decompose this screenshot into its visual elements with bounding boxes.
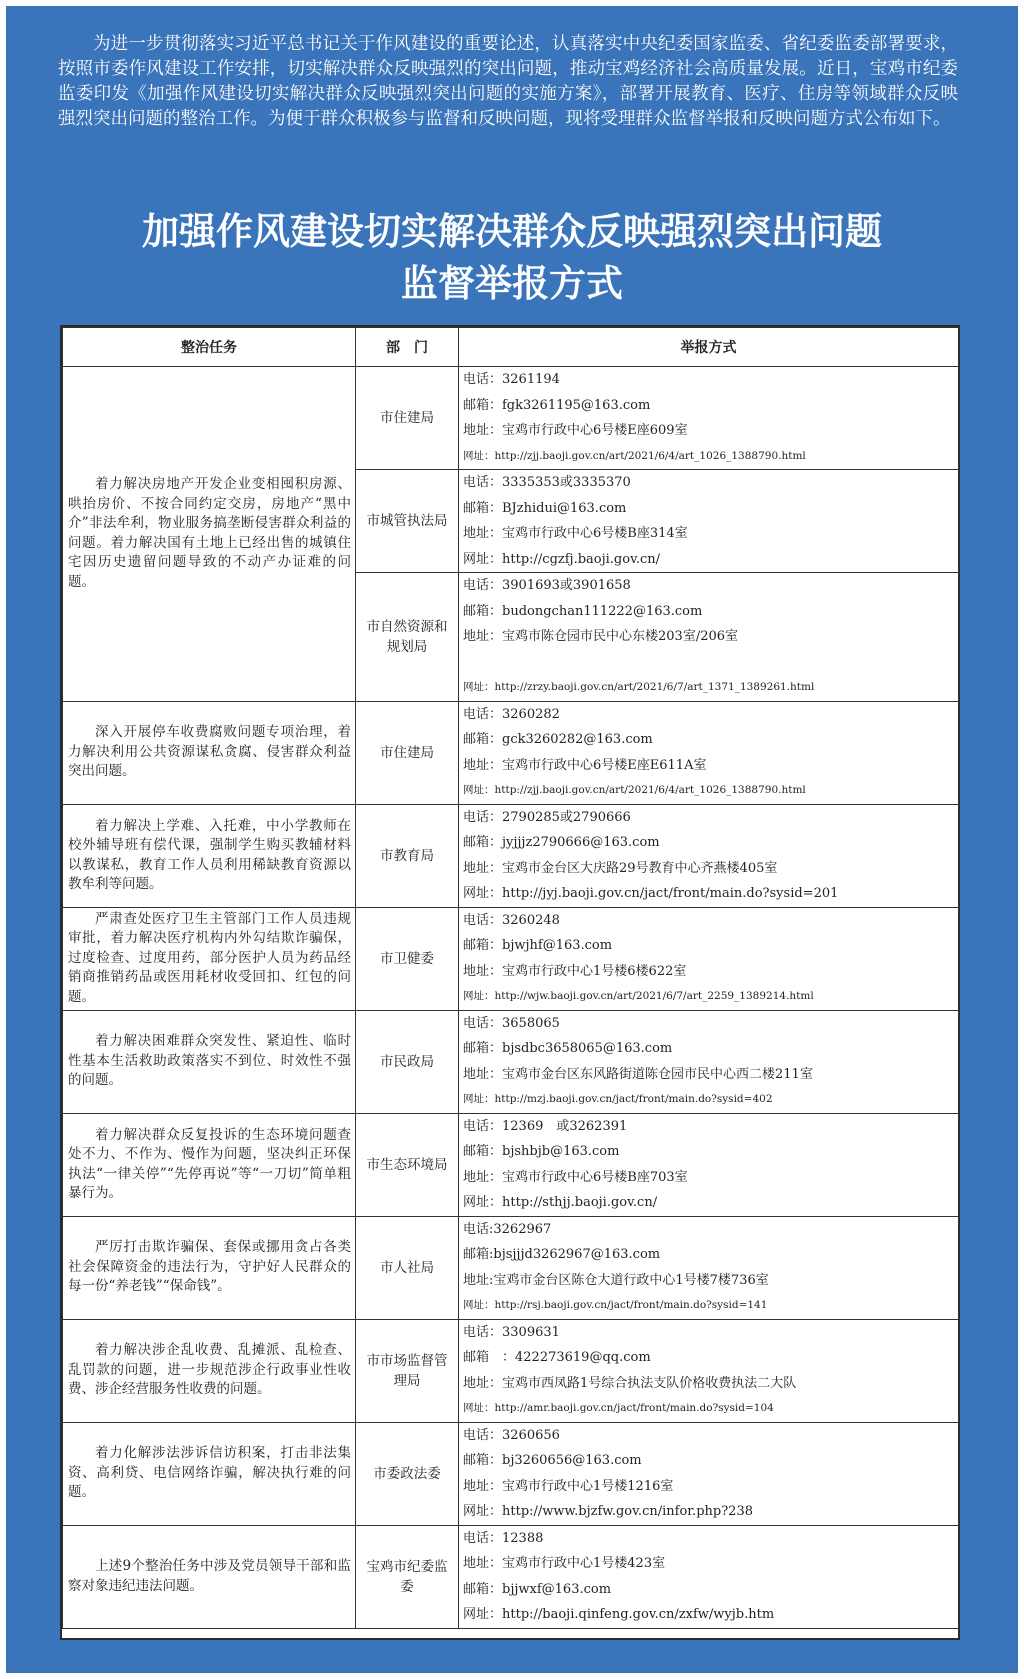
table-row [63,1113,959,1216]
title-line-1: 加强作风建设切实解决群众反映强烈突出问题 [142,210,882,253]
contact-line: 地址:宝鸡市金台区陈仓大道行政中心1号楼7楼736室 [463,1272,769,1288]
contact-line: 电话：3261194 [463,372,560,387]
contact-line: 地址：宝鸡市行政中心6号楼E座609室 [463,423,688,438]
contact-cell [459,573,959,702]
intro-paragraph: 为进一步贯彻落实习近平总书记关于作风建设的重要论述，认真落实中央纪委国家监委、省纪委监委部署要求，按照市委作风建设工作安排，切实解决群众反映强烈的突出问题，推动宝鸡经济社会高质量发展。近日，宝鸡市纪委监委印发《加强作风建设切实解决群众反映强烈突出问题的实施方案》，部署开展教育、医疗、住房等领域群众反映强烈突出问题的整治工作。为便于群众积极参与监督和反映问题，现将受理群众监督举报和反映问题方式公布如下。 [58,34,958,129]
contact-line: 地址：宝鸡市陈仓园市民中心东楼203室/206室 [463,629,739,644]
contact-line: 地址：宝鸡市西凤路1号综合执法支队价格收费执法二大队 [463,1375,797,1391]
task-cell: 上述9个整治任务中涉及党员领导干部和监察对象违纪违法问题。 [63,1525,356,1628]
contact-line: 地址：宝鸡市金台区东风路街道陈仓园市民中心西二楼211室 [463,1066,813,1082]
table-row [63,907,959,1010]
dept-cell: 市市场监督管理局 [356,1319,459,1422]
contact-line: 邮箱 ：422273619@qq.com [463,1350,651,1365]
table-row [63,1010,959,1113]
contact-cell [459,1216,959,1319]
task-cell: 严肃查处医疗卫生主管部门工作人员违规审批，着力解决医疗机构内外勾结欺诈骗保，过度检查、过度用药，部分医护人员为药品经销商推销药品或医用耗材收受回扣、红包的问题。 [63,907,356,1010]
dept-cell: 市教育局 [356,804,459,907]
table-row [63,367,959,470]
table-row [63,804,959,907]
dept-cell: 市人社局 [356,1216,459,1319]
contact-line: 网址：http://cgzfj.baoji.gov.cn/ [463,551,661,567]
contact-line: 网址：http://zjj.baoji.gov.cn/art/2021/6/4/art_1026_1388790.html [463,784,806,796]
contact-line: 电话：3260248 [463,912,560,928]
contact-line: 网址：http://mzj.baoji.gov.cn/jact/front/main.do?sysid=402 [463,1093,773,1105]
contact-line: 电话：3901693或3901658 [463,578,631,593]
contact-line: 邮箱：bjwjhf@163.com [463,938,613,953]
task-cell: 着力化解涉法涉诉信访积案，打击非法集资、高利贷、电信网络诈骗，解决执行难的问题。 [63,1422,356,1525]
contact-cell [459,470,959,573]
contact-line: 地址：宝鸡市行政中心1号楼423室 [463,1556,666,1571]
contact-line [463,650,958,676]
dept-cell: 市住建局 [356,701,459,804]
table-header-row [63,328,959,367]
dept-cell: 市住建局 [356,367,459,470]
contact-cell [459,1422,959,1525]
contact-cell [459,1113,959,1216]
contact-line: 电话：12388 [463,1530,544,1546]
table-row [63,1319,959,1422]
contact-line: 网址：http://sthjj.baoji.gov.cn/ [463,1195,658,1210]
contact-line: 地址：宝鸡市金台区大庆路29号教育中心齐燕楼405室 [463,860,778,876]
contact-line: 地址：宝鸡市行政中心1号楼6楼622室 [463,963,687,979]
report-methods-table-wrapper [60,325,960,1640]
dept-cell: 市城管执法局 [356,470,459,573]
contact-line: 地址：宝鸡市行政中心1号楼1216室 [463,1478,674,1494]
dept-cell: 宝鸡市纪委监委 [356,1525,459,1628]
contact-cell [459,804,959,907]
contact-line: 电话：3335353或3335370 [463,475,631,490]
dept-cell: 市卫健委 [356,907,459,1010]
contact-cell [459,1010,959,1113]
contact-line: 邮箱：bj3260656@163.com [463,1453,642,1468]
contact-line: 网址：http://jyj.baoji.gov.cn/jact/front/main.do?sysid=201 [463,886,839,901]
contact-cell [459,907,959,1010]
table-row [63,1422,959,1525]
header-task: 整治任务 [63,328,356,367]
task-cell: 着力解决房地产开发企业变相囤积房源、哄抬房价、不按合同约定交房，房地产“黑中介”非法牟利，物业服务搞垄断侵害群众利益的问题。着力解决国有土地上已经出售的城镇住宅因历史遗留问题导致的不动产办证难的问题。 [63,367,356,702]
task-cell: 严厉打击欺诈骗保、套保或挪用贪占各类社会保障资金的违法行为，守护好人民群众的每一份“养老钱”“保命钱”。 [63,1216,356,1319]
contact-cell [459,367,959,470]
contact-line: 电话：12369 或3262391 [463,1118,628,1134]
report-methods-table [62,327,959,1629]
dept-cell: 市民政局 [356,1010,459,1113]
contact-cell [459,701,959,804]
contact-line: 地址：宝鸡市行政中心6号楼B座314室 [463,526,688,541]
contact-line: 网址：http://zjj.baoji.gov.cn/art/2021/6/4/art_1026_1388790.html [463,449,806,462]
contact-line: 邮箱：bjjwxf@163.com [463,1581,612,1597]
header-dept: 部 门 [356,328,459,367]
contact-line: 邮箱:bjsjjjd3262967@163.com [463,1247,661,1262]
task-cell: 着力解决困难群众突发性、紧迫性、临时性基本生活救助政策落实不到位、时效性不强的问题。 [63,1010,356,1113]
contact-line: 网址：http://baoji.qinfeng.gov.cn/zxfw/wyjb.htm [463,1607,775,1622]
contact-line: 电话：3658065 [463,1015,560,1031]
contact-line: 电话:3262967 [463,1221,552,1237]
contact-line: 邮箱：fgk3261195@163.com [463,397,651,413]
contact-line: 网址：http://rsj.baoji.gov.cn/jact/front/main.do?sysid=141 [463,1299,768,1311]
dept-cell: 市生态环境局 [356,1113,459,1216]
dept-cell: 市自然资源和规划局 [356,573,459,702]
contact-line: 电话：3309631 [463,1324,560,1340]
table-row [63,701,959,804]
contact-cell [459,1319,959,1422]
contact-line: 邮箱：bjsdbc3658065@163.com [463,1041,673,1056]
contact-line: 电话：3260282 [463,706,560,722]
contact-line: 邮箱：gck3260282@163.com [463,732,653,747]
contact-line: 电话：3260656 [463,1427,560,1443]
table-row [63,1216,959,1319]
task-cell: 深入开展停车收费腐败问题专项治理，着力解决利用公共资源谋私贪腐、侵害群众利益突出问题。 [63,701,356,804]
header-contact: 举报方式 [459,328,959,367]
contact-line: 网址：http://www.bjzfw.gov.cn/infor.php?238 [463,1504,753,1519]
contact-line: 网址：http://zrzy.baoji.gov.cn/art/2021/6/7/art_1371_1389261.html [463,681,815,693]
contact-line: 邮箱：jyjjjz2790666@163.com [463,835,660,850]
table-row [63,1525,959,1628]
contact-line: 邮箱：budongchan111222@163.com [463,603,703,619]
page-title [0,206,1024,310]
task-cell: 着力解决上学难、入托难，中小学教师在校外辅导班有偿代课，强制学生购买教辅材料以教谋私，教育工作人员利用稀缺教育资源以教牟利等问题。 [63,804,356,907]
task-cell: 着力解决涉企乱收费、乱摊派、乱检查、乱罚款的问题，进一步规范涉企行政事业性收费、涉企经营服务性收费的问题。 [63,1319,356,1422]
contact-cell [459,1525,959,1628]
contact-line: 网址：http://amr.baoji.gov.cn/jact/front/main.do?sysid=104 [463,1402,774,1414]
contact-line: 网址：http://wjw.baoji.gov.cn/art/2021/6/7/art_2259_1389214.html [463,990,814,1002]
contact-line: 邮箱：bjshbjb@163.com [463,1144,620,1159]
task-cell: 着力解决群众反复投诉的生态环境问题查处不力、不作为、慢作为问题，坚决纠正环保执法“一律关停”“先停再说”等“一刀切”简单粗暴行为。 [63,1113,356,1216]
title-line-2: 监督举报方式 [401,262,623,305]
contact-line: 地址：宝鸡市行政中心6号楼E座E611A室 [463,757,707,773]
contact-line: 邮箱：BJzhidui@163.com [463,500,627,516]
table-body [63,367,959,1629]
contact-line: 地址：宝鸡市行政中心6号楼B座703室 [463,1169,688,1185]
contact-line: 电话：2790285或2790666 [463,809,631,825]
dept-cell: 市委政法委 [356,1422,459,1525]
